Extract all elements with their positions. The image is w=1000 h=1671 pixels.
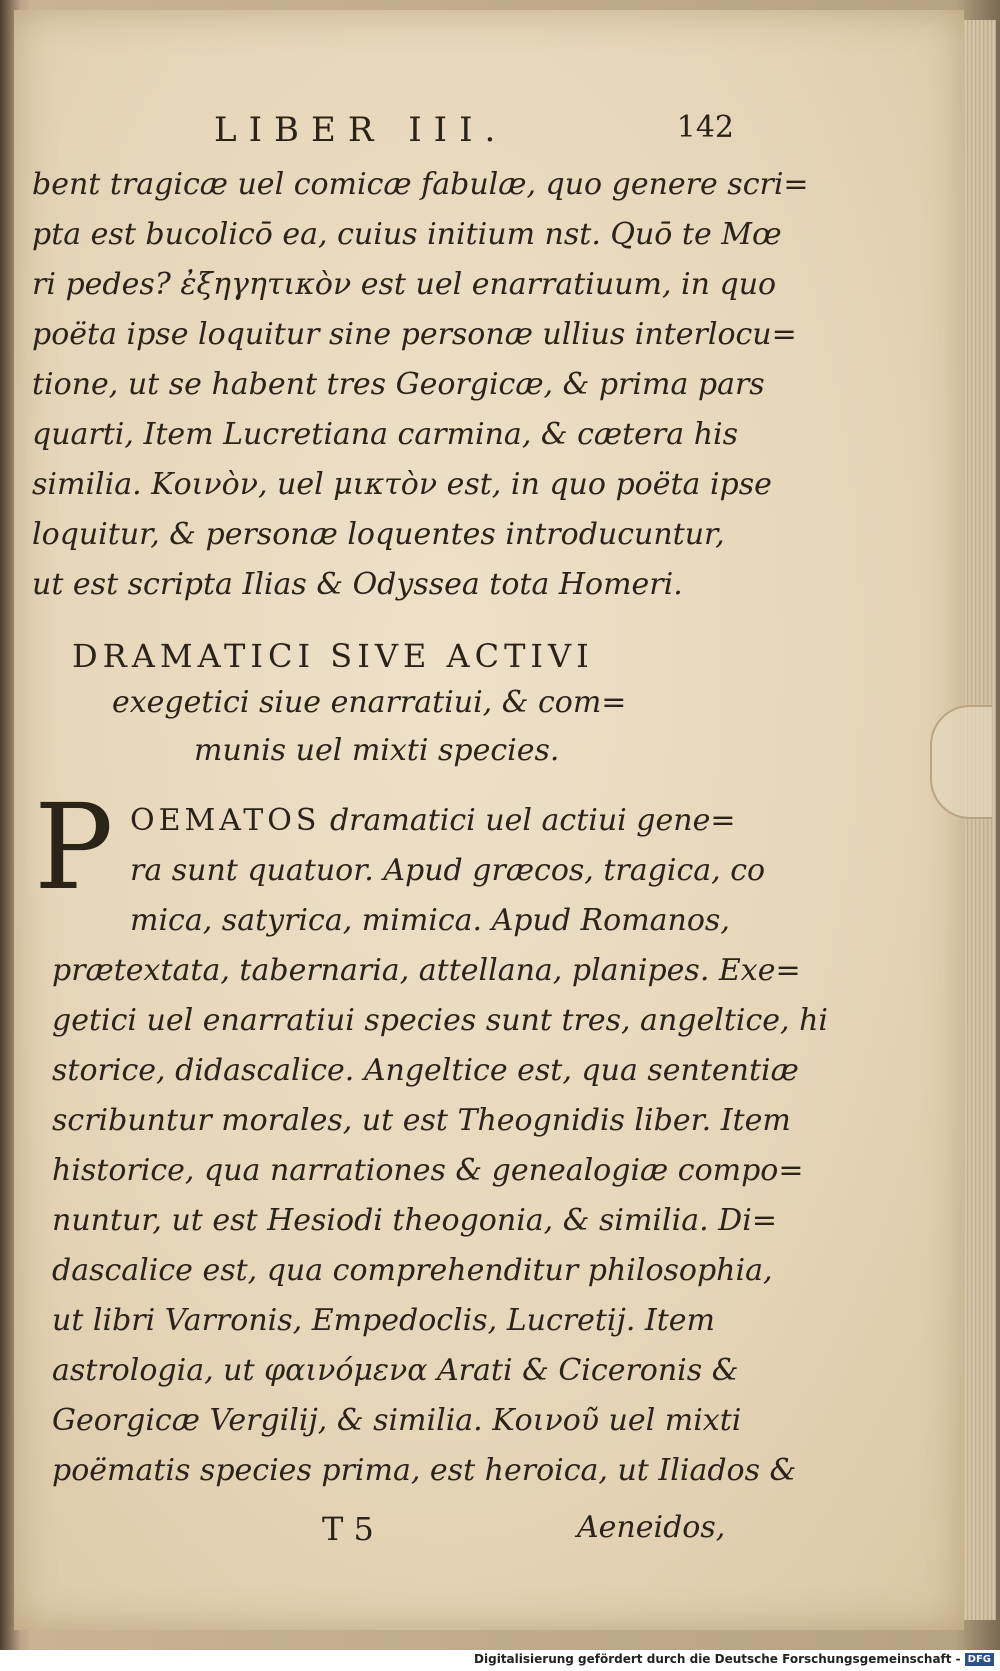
text-line: poëta ipse loquitur sine personæ ullius interlocu= [32, 317, 797, 352]
text-line: ut est scripta Ilias & Odyssea tota Homeri. [32, 567, 683, 602]
signature-mark: T 5 [322, 1510, 374, 1548]
text-line: pta est bucolicō ea, cuius initium nst. Quō te Mœ [32, 217, 782, 252]
text-line: nuntur, ut est Hesiodi theogonia, & similia. Di= [52, 1203, 777, 1238]
section-heading-line-2: exegetici siue enarratiui, & com= [112, 685, 627, 720]
text-line: scribuntur morales, ut est Theognidis liber. Item [52, 1103, 791, 1138]
first-line [130, 803, 736, 838]
text-line: prætextata, tabernaria, attellana, planipes. Exe= [52, 953, 801, 988]
digitization-credit [474, 1651, 994, 1667]
text-line: astrologia, ut φαινόμενα Arati & Ciceronis & [52, 1353, 739, 1388]
first-line-rest: dramatici uel actiui gene= [329, 803, 736, 838]
text-line: dascalice est, qua comprehenditur philosophia, [52, 1253, 773, 1288]
text-line: mica, satyrica, mimica. Apud Romanos, [130, 903, 730, 938]
running-head [184, 110, 744, 150]
text-line: tione, ut se habent tres Georgicæ, & prima pars [32, 367, 765, 402]
section-heading-line-3: munis uel mixti species. [194, 733, 560, 768]
page-number: 142 [676, 110, 734, 145]
text-line: poëmatis species prima, est heroica, ut Iliados & [52, 1453, 797, 1488]
text-line: similia. Κοινὸν, uel μικτὸν est, in quo poëta ipse [32, 467, 772, 502]
text-line: Georgicæ Vergilij, & similia. Κοινοῦ uel mixti [52, 1403, 742, 1438]
first-line-caps: OEMATOS [130, 803, 321, 838]
page-tab-marker [930, 705, 992, 819]
text-line: getici uel enarratiui species sunt tres, angeltice, hi [52, 1003, 829, 1038]
catchword: Aeneidos, [577, 1510, 726, 1545]
text-line: quarti, Item Lucretiana carmina, & cætera his [32, 417, 739, 452]
dfg-logo-icon: DFG [965, 1653, 994, 1666]
section-heading-line-1: DRAMATICI SIVE ACTIVI [72, 637, 594, 675]
text-line: ut libri Varronis, Empedoclis, Lucretij. Item [52, 1303, 716, 1338]
text-line: ri pedes? ἐξηγητικὸν est uel enarratiuum, in quo [32, 267, 777, 302]
running-head-title: LIBER III. [214, 110, 508, 150]
drop-capital: P [34, 778, 114, 916]
credit-text: Digitalisierung gefördert durch die Deutsche Forschungsgemeinschaft - [474, 1652, 961, 1666]
text-line: ra sunt quatuor. Apud græcos, tragica, co [130, 853, 766, 888]
text-line: storice, didascalice. Angeltice est, qua sententiæ [52, 1053, 799, 1088]
text-line: historice, qua narrationes & genealogiæ compo= [52, 1153, 804, 1188]
text-line: bent tragicæ uel comicæ fabulæ, quo genere scri= [32, 167, 809, 202]
text-line: loquitur, & personæ loquentes introducuntur, [32, 517, 725, 552]
